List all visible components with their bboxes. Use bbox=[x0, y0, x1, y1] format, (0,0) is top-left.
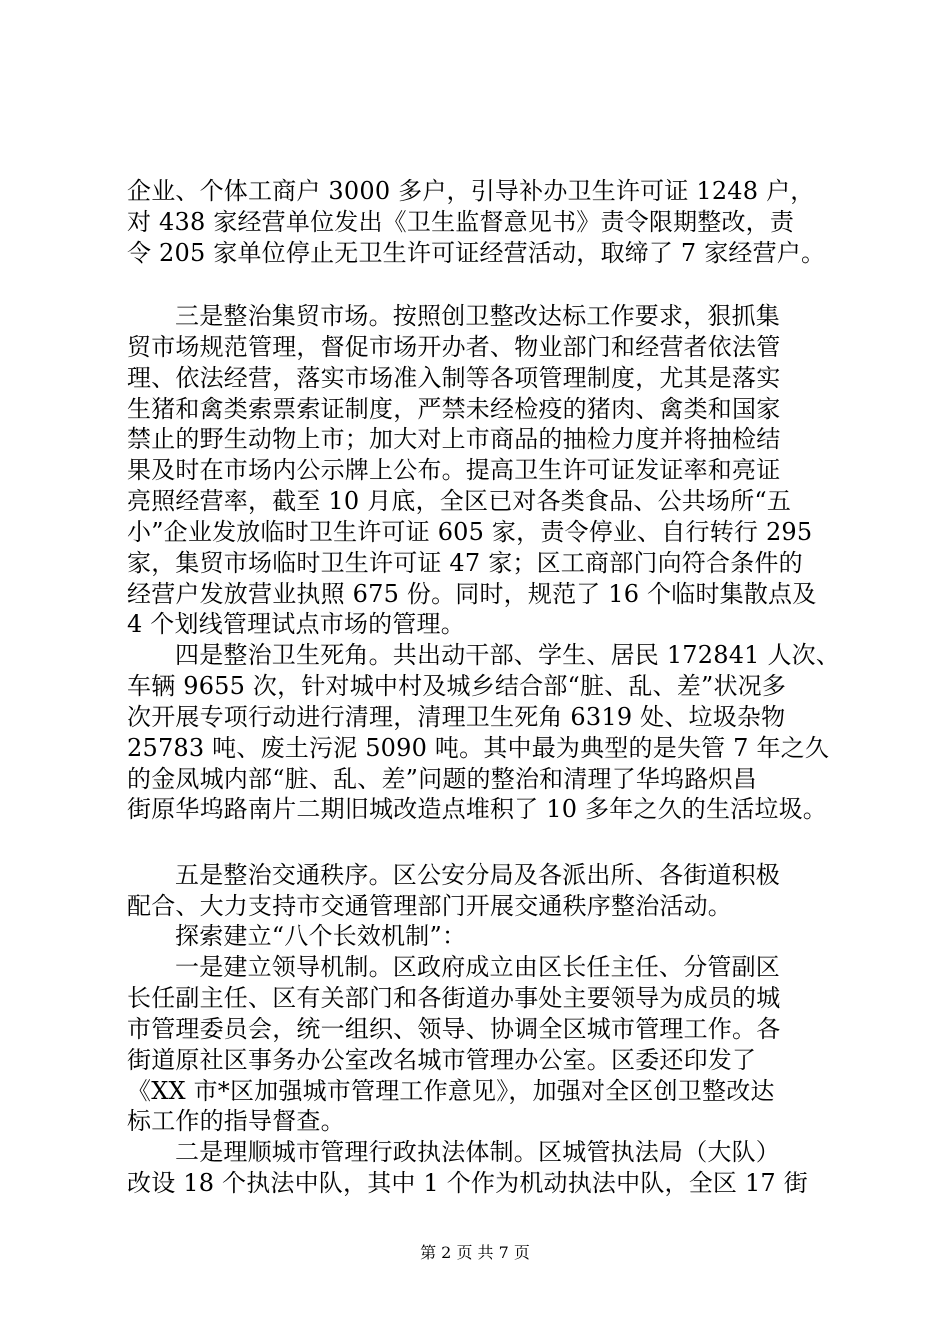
text-line: 4 个划线管理试点市场的管理。 bbox=[127, 610, 465, 638]
text-line: 《XX 市*区加强城市管理工作意见》，加强对全区创卫整改达 bbox=[127, 1077, 775, 1105]
text-line: 果及时在市场内公示牌上公布。提高卫生许可证发证率和亮证 bbox=[127, 456, 781, 484]
text-line: 贸市场规范管理，督促市场开办者、物业部门和经营者依法管 bbox=[127, 333, 781, 361]
paragraph-start-line: 二是理顺城市管理行政执法体制。区城管执法局（大队） bbox=[175, 1138, 780, 1166]
page-number-footer: 第 2 页 共 7 页 bbox=[420, 1243, 530, 1262]
text-line: 长任副主任、区有关部门和各街道办事处主要领导为成员的城 bbox=[127, 984, 781, 1012]
text-line: 街原华坞路南片二期旧城改造点堆积了 10 多年之久的生活垃圾。 bbox=[127, 795, 827, 823]
text-line: 25783 吨、废土污泥 5090 吨。其中最为典型的是失管 7 年之久 bbox=[127, 734, 830, 762]
text-line: 理、依法经营，落实市场准入制等各项管理制度，尤其是落实 bbox=[127, 364, 781, 392]
paragraph-start-line: 一是建立领导机制。区政府成立由区长任主任、分管副区 bbox=[175, 953, 780, 981]
section-heading: 探索建立“八个长效机制”： bbox=[175, 922, 467, 950]
paragraph-start-line: 三是整治集贸市场。按照创卫整改达标工作要求，狠抓集 bbox=[175, 302, 780, 330]
text-line: 次开展专项行动进行清理，清理卫生死角 6319 处、垃圾杂物 bbox=[127, 703, 786, 731]
text-line: 标工作的指导督查。 bbox=[127, 1107, 345, 1135]
text-line: 的金凤城内部“脏、乱、差”问题的整治和清理了华坞路炽昌 bbox=[127, 765, 757, 793]
text-line: 车辆 9655 次，针对城中村及城乡结合部“脏、乱、差”状况多 bbox=[127, 672, 787, 700]
text-line: 街道原社区事务办公室改名城市管理办公室。区委还印发了 bbox=[127, 1046, 757, 1074]
text-line: 亮照经营率，截至 10 月底，全区已对各类食品、公共场所“五 bbox=[127, 487, 792, 515]
text-line: 生猪和禽类索票索证制度，严禁未经检疫的猪肉、禽类和国家 bbox=[127, 395, 781, 423]
text-line: 小”企业发放临时卫生许可证 605 家，责令停业、自行转行 295 bbox=[127, 518, 813, 546]
paragraph-start-line: 四是整治卫生死角。共出动干部、学生、居民 172841 人次、 bbox=[175, 641, 841, 669]
text-line: 企业、个体工商户 3000 多户，引导补办卫生许可证 1248 户， bbox=[127, 177, 815, 205]
text-line: 家，集贸市场临时卫生许可证 47 家；区工商部门向符合条件的 bbox=[127, 549, 803, 577]
text-line: 市管理委员会，统一组织、领导、协调全区城市管理工作。各 bbox=[127, 1015, 781, 1043]
text-line: 令 205 家单位停止无卫生许可证经营活动，取缔了 7 家经营户。 bbox=[127, 239, 826, 267]
text-line: 对 438 家经营单位发出《卫生监督意见书》责令限期整改，责 bbox=[127, 208, 795, 236]
text-line: 改设 18 个执法中队，其中 1 个作为机动执法中队，全区 17 街 bbox=[127, 1169, 808, 1197]
text-line: 禁止的野生动物上市；加大对上市商品的抽检力度并将抽检结 bbox=[127, 425, 781, 453]
text-line: 配合、大力支持市交通管理部门开展交通秩序整治活动。 bbox=[127, 892, 732, 920]
paragraph-start-line: 五是整治交通秩序。区公安分局及各派出所、各街道积极 bbox=[175, 861, 780, 889]
text-line: 经营户发放营业执照 675 份。同时，规范了 16 个临时集散点及 bbox=[127, 580, 817, 608]
